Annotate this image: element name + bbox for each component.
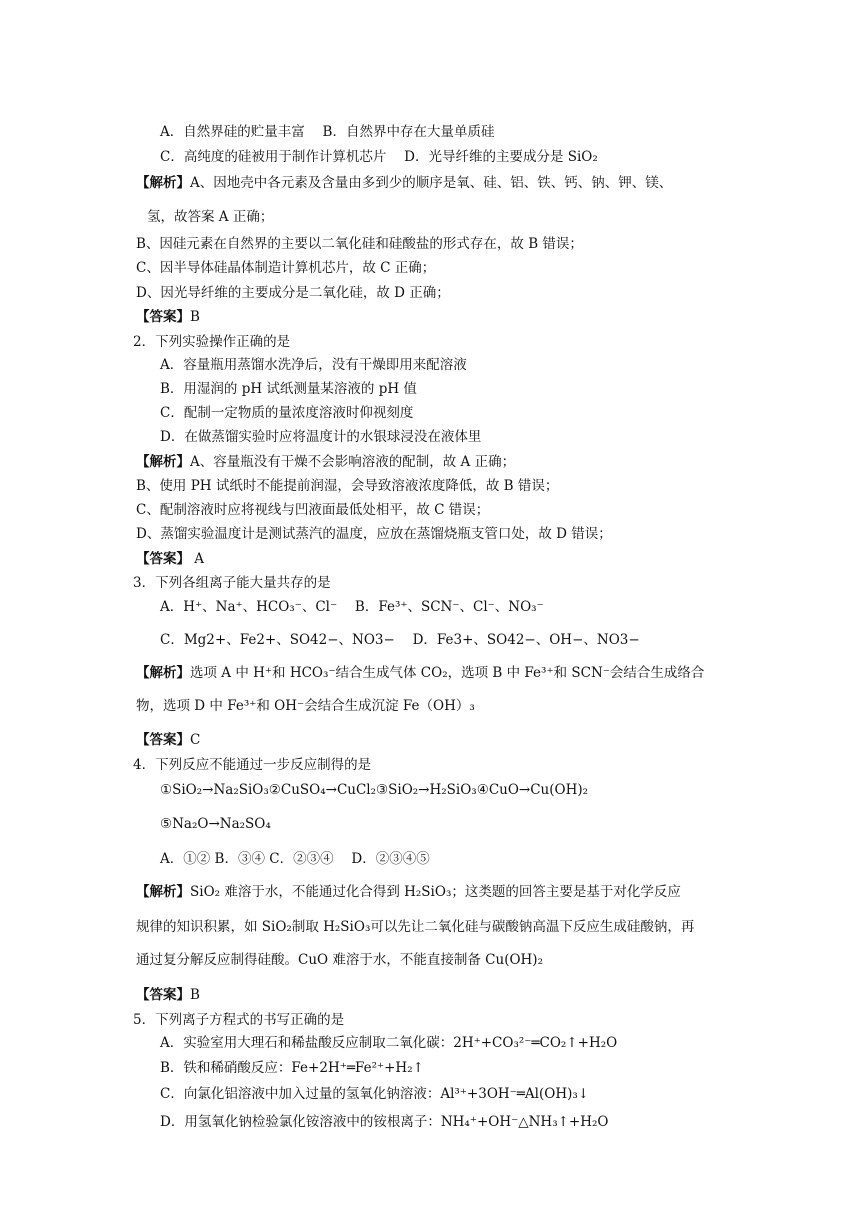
line-text: ⑤Na₂O→Na₂SO₄ xyxy=(160,816,271,832)
line-text: 4．下列反应不能通过一步反应制得的是 xyxy=(133,757,372,773)
line-text: D．用氢氧化钠检验氯化铵溶液中的铵根离子：NH₄⁺+OH⁻△NH₃↑+H₂O xyxy=(160,1114,609,1130)
text-line xyxy=(160,598,544,616)
text-line xyxy=(136,501,489,519)
text-line xyxy=(136,731,200,749)
line-text: A．实验室用大理石和稀盐酸反应制取二氧化碳：2H⁺+CO₃²⁻═CO₂↑+H₂O xyxy=(160,1035,618,1051)
line-text: C．配制一定物质的量浓度溶液时仰视刻度 xyxy=(160,405,414,421)
line-text: D．在做蒸馏实验时应将温度计的水银球浸没在液体里 xyxy=(160,429,482,445)
line-text: 通过复分解反应制得硅酸。CuO 难溶于水，不能直接制备 Cu(OH)₂ xyxy=(136,952,543,968)
text-line xyxy=(136,259,435,277)
text-line xyxy=(136,951,543,969)
text-line xyxy=(136,235,583,253)
text-line xyxy=(136,664,704,682)
text-line xyxy=(160,148,598,166)
line-text: A xyxy=(190,551,205,567)
line-text: A．容量瓶用蒸馏水洗净后，没有干燥即用来配溶液 xyxy=(160,357,467,373)
line-text: 2．下列实验操作正确的是 xyxy=(133,334,291,350)
text-line xyxy=(160,428,481,446)
line-text: 3．下列各组离子能大量共存的是 xyxy=(133,575,331,591)
text-line xyxy=(136,308,200,326)
line-text: C、配制溶液时应将视线与凹液面最低处相平，故 C 错误； xyxy=(136,502,490,518)
line-text: A．①② B．③④ C．②③④ D．②③④⑤ xyxy=(160,851,430,867)
text-line xyxy=(160,1034,617,1052)
text-line xyxy=(136,986,200,1004)
text-line xyxy=(160,1085,589,1103)
line-text: 选项 A 中 H⁺和 HCO₃⁻结合生成气体 CO₂，选项 B 中 Fe³⁺和 SCN⁻会结合生成络合 xyxy=(190,665,705,681)
text-line xyxy=(133,1011,344,1029)
section-tag: 【答案】 xyxy=(136,551,190,567)
line-text: C．高纯度的硅被用于制作计算机芯片 D．光导纤维的主要成分是 SiO₂ xyxy=(160,149,598,165)
line-text: SiO₂ 难溶于水，不能通过化合得到 H₂SiO₃；这类题的回答主要是基于对化学反应 xyxy=(190,884,681,900)
text-line xyxy=(160,123,494,141)
line-text: A．自然界硅的贮量丰富 B．自然界中存在大量单质硅 xyxy=(160,124,495,140)
line-text: A．H⁺、Na⁺、HCO₃⁻、Cl⁻ B．Fe³⁺、SCN⁻、Cl⁻、NO₃⁻ xyxy=(160,599,544,615)
text-line xyxy=(160,850,430,868)
line-text: B、因硅元素在自然界的主要以二氧化硅和硅酸盐的形式存在，故 B 错误； xyxy=(136,236,583,252)
line-text: B xyxy=(190,309,200,325)
text-line xyxy=(136,918,694,936)
text-line xyxy=(160,380,417,398)
text-line xyxy=(160,1059,424,1077)
text-line xyxy=(133,333,290,351)
text-line xyxy=(136,525,612,543)
line-text: D、因光导纤维的主要成分是二氧化硅，故 D 正确； xyxy=(136,285,450,301)
line-text: 规律的知识积累，如 SiO₂制取 H₂SiO₃可以先让二氧化硅与碳酸钠高温下反应生成硅酸钠，再 xyxy=(136,919,695,935)
section-tag: 【解析】 xyxy=(136,175,190,191)
text-line xyxy=(136,883,681,901)
text-line xyxy=(160,404,413,422)
line-text: B、使用 PH 试纸时不能提前润湿，会导致溶液浓度降低，故 B 错误； xyxy=(136,478,559,494)
line-text: C xyxy=(190,732,201,748)
text-line xyxy=(160,815,271,833)
line-text: 5．下列离子方程式的书写正确的是 xyxy=(133,1012,345,1028)
text-line xyxy=(160,1113,608,1131)
text-line xyxy=(136,284,450,302)
line-text: B xyxy=(190,987,200,1003)
text-line xyxy=(160,356,467,374)
section-tag: 【解析】 xyxy=(136,665,190,681)
line-text: 氢，故答案 A 正确； xyxy=(147,209,274,225)
text-line xyxy=(133,574,331,592)
line-text: C．向氯化铝溶液中加入过量的氢氧化钠溶液：Al³⁺+3OH⁻═Al(OH)₃↓ xyxy=(160,1086,590,1102)
line-text: ①SiO₂→Na₂SiO₃②CuSO₄→CuCl₂③SiO₂→H₂SiO₃④CuO→Cu(OH)₂ xyxy=(160,782,589,798)
text-line xyxy=(136,477,558,495)
text-line xyxy=(160,781,588,799)
line-text: C．Mg2+、Fe2+、SO42−、NO3− D．Fe3+、SO42−、OH−、NO3− xyxy=(160,632,640,648)
text-line xyxy=(136,453,515,471)
line-text: B．铁和稀硝酸反应：Fe+2H⁺═Fe²⁺+H₂↑ xyxy=(160,1060,424,1076)
line-text: 物，选项 D 中 Fe³⁺和 OH⁻会结合生成沉淀 Fe（OH）₃ xyxy=(136,698,475,714)
line-text: A、容量瓶没有干燥不会影响溶液的配制，故 A 正确； xyxy=(190,454,516,470)
line-text: A、因地壳中各元素及含量由多到少的顺序是氧、硅、铝、铁、钙、钠、钾、镁、 xyxy=(190,175,673,191)
section-tag: 【答案】 xyxy=(136,309,190,325)
text-line xyxy=(136,550,204,568)
text-line xyxy=(136,174,672,192)
section-tag: 【答案】 xyxy=(136,732,190,748)
text-line xyxy=(160,631,640,649)
line-text: B．用湿润的 pH 试纸测量某溶液的 pH 值 xyxy=(160,381,417,397)
section-tag: 【答案】 xyxy=(136,987,190,1003)
line-text: D、蒸馏实验温度计是测试蒸汽的温度，应放在蒸馏烧瓶支管口处，故 D 错误； xyxy=(136,526,612,542)
section-tag: 【解析】 xyxy=(136,454,190,470)
section-tag: 【解析】 xyxy=(136,884,190,900)
text-line xyxy=(147,208,273,226)
line-text: C、因半导体硅晶体制造计算机芯片，故 C 正确； xyxy=(136,260,436,276)
text-line xyxy=(136,697,475,715)
text-line xyxy=(133,756,371,774)
